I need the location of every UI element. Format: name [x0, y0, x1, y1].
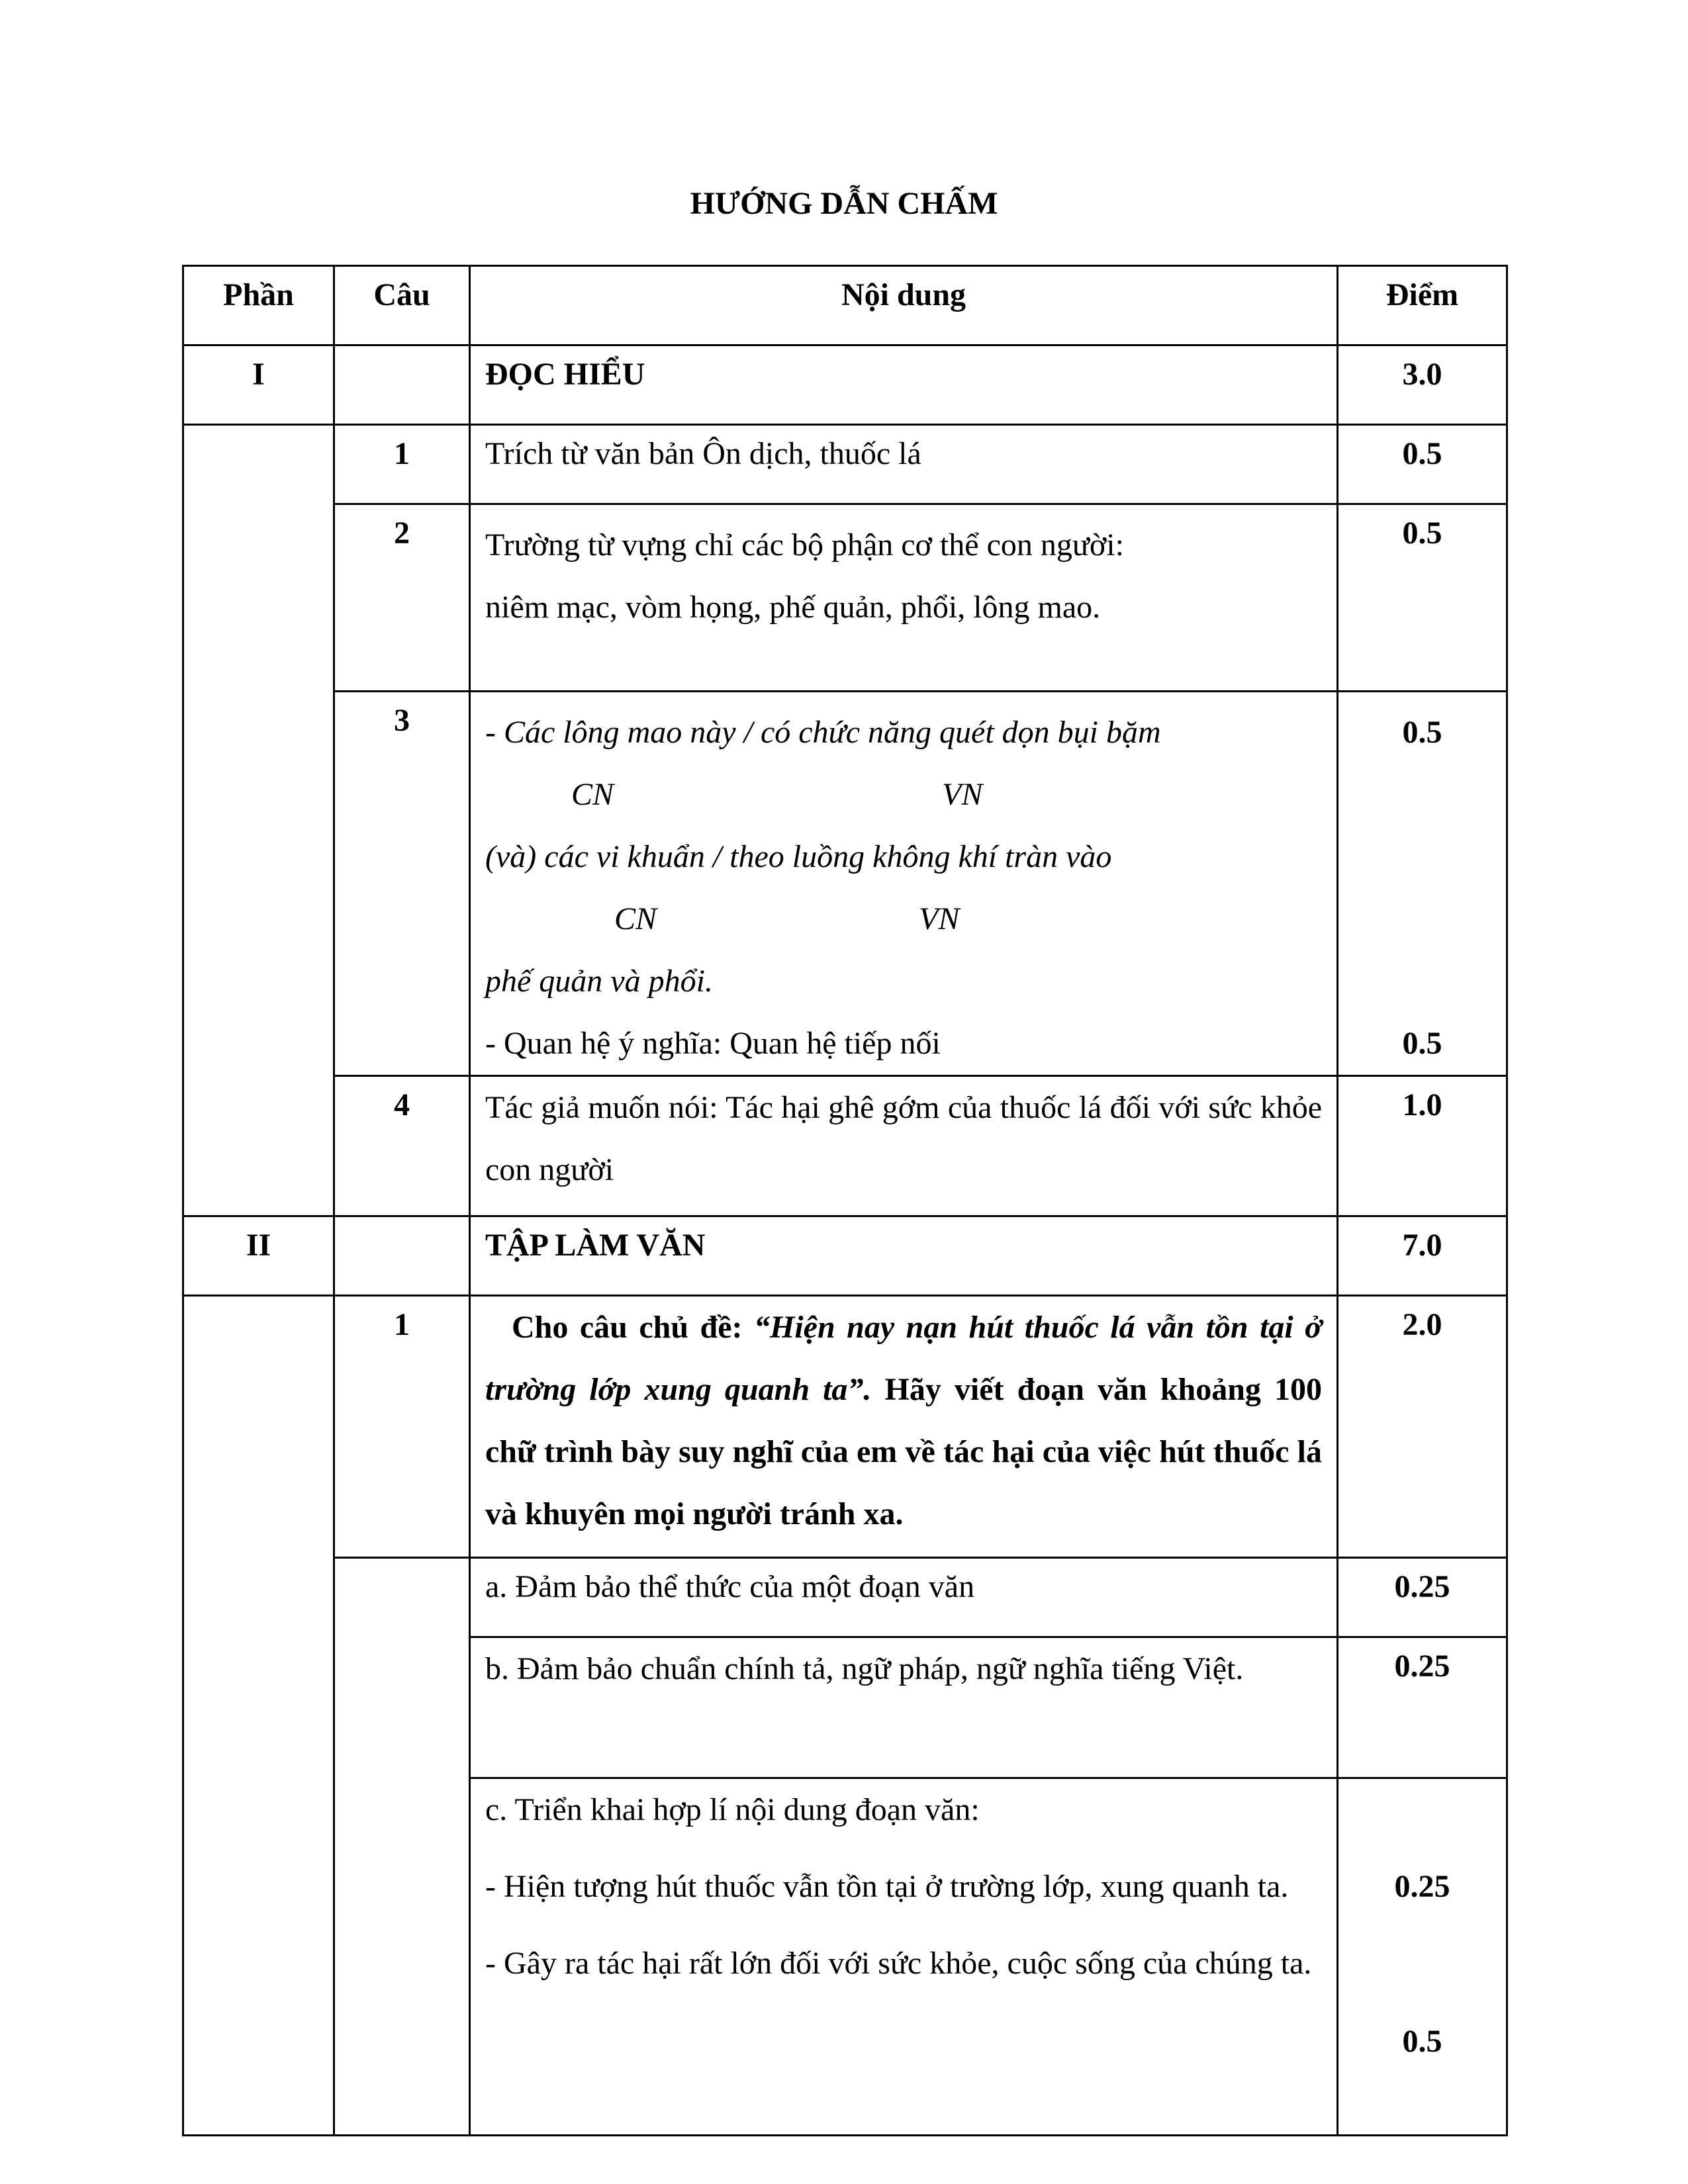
- answer-score: 0.5: [1402, 1026, 1442, 1061]
- question-number: 2: [394, 516, 410, 551]
- page-title: HƯỚNG DẪN CHẤM: [690, 186, 998, 221]
- table-row: [183, 1558, 1507, 1637]
- prompt-topic-sentence: “Hiện nay nạn hút thuốc lá vẫn tồn tại ở trường lớp xung quanh ta”.: [485, 1310, 1322, 1407]
- header-content: Nội dung: [841, 277, 966, 312]
- answer-text: Trích từ văn bản Ôn dịch, thuốc lá: [485, 436, 921, 471]
- answer-text: Tác giả muốn nói: Tác hại ghê gớm của thuốc lá đối với sức khỏe con người: [485, 1090, 1322, 1187]
- criterion-score: 0.25: [1394, 1649, 1450, 1684]
- section-score: 3.0: [1402, 357, 1442, 392]
- predicate-label: VN: [919, 901, 960, 936]
- table-row: [183, 692, 1507, 1076]
- sentence-analysis-line: (và) các vi khuẩn / theo luồng không khí tràn vào: [485, 839, 1112, 874]
- criterion-score: 0.25: [1394, 1869, 1450, 1904]
- criterion-text: b. Đảm bảo chuẩn chính tả, ngữ pháp, ngữ nghĩa tiếng Việt.: [485, 1651, 1244, 1686]
- criterion-score: 0.5: [1402, 2024, 1442, 2059]
- header-question: Câu: [373, 277, 430, 312]
- answer-score: 1.0: [1402, 1087, 1442, 1122]
- sentence-analysis-line: phế quản và phổi.: [485, 964, 713, 999]
- section-row-writing: [183, 1216, 1507, 1296]
- answer-score: 0.5: [1402, 516, 1442, 551]
- answer-score: 0.5: [1402, 436, 1442, 471]
- section-title: ĐỌC HIỂU: [485, 357, 645, 392]
- table-row: [183, 425, 1507, 504]
- prompt-prefix: Cho câu chủ đề:: [512, 1310, 754, 1345]
- sentence-analysis-line: - Các lông mao này / có chức năng quét dọn bụi bặm: [485, 715, 1161, 750]
- question-number: 4: [394, 1087, 410, 1122]
- section-score: 7.0: [1402, 1228, 1442, 1263]
- answer-score: 2.0: [1402, 1307, 1442, 1342]
- prompt-instructions: Hãy viết đoạn văn khoảng 100 chữ trình bày suy nghĩ của em về tác hại của việc hút thuốc lá và khuyên mọi người tránh xa.: [485, 1372, 1322, 1531]
- grading-table: [182, 265, 1508, 2136]
- predicate-label: VN: [942, 777, 983, 812]
- answer-line: Trường từ vựng chỉ các bộ phận cơ thể con người:: [485, 527, 1124, 563]
- criterion-text: a. Đảm bảo thể thức của một đoạn văn: [485, 1569, 975, 1604]
- table-row: [183, 1296, 1507, 1558]
- section-title: TẬP LÀM VĂN: [485, 1228, 706, 1263]
- section-row-reading: [183, 345, 1507, 425]
- criterion-heading: c. Triển khai hợp lí nội dung đoạn văn:: [485, 1792, 980, 1827]
- subject-predicate-labels: [485, 764, 1322, 826]
- question-number: 1: [394, 436, 410, 471]
- subject-label: CN: [614, 901, 657, 936]
- question-number: 3: [394, 703, 410, 738]
- header-part: Phần: [223, 277, 294, 312]
- question-number: 1: [394, 1307, 410, 1342]
- table-row: [183, 1076, 1507, 1216]
- criterion-point: - Hiện tượng hút thuốc vẫn tồn tại ở trường lớp, xung quanh ta.: [485, 1869, 1289, 1904]
- header-score: Điểm: [1385, 277, 1459, 312]
- criterion-point: - Gây ra tác hại rất lớn đối với sức khỏe, cuộc sống của chúng ta.: [485, 1946, 1312, 1981]
- answer-score: 0.5: [1402, 715, 1442, 750]
- table-header-row: [183, 266, 1507, 345]
- criterion-score: 0.25: [1394, 1569, 1450, 1604]
- relation-line: - Quan hệ ý nghĩa: Quan hệ tiếp nối: [485, 1026, 941, 1061]
- subject-predicate-labels: [485, 888, 1322, 950]
- answer-line: niêm mạc, vòm họng, phế quản, phổi, lông mao.: [485, 590, 1101, 625]
- subject-label: CN: [571, 777, 614, 812]
- section-part-number: I: [252, 357, 265, 392]
- section-part-number: II: [246, 1228, 271, 1263]
- essay-prompt: [485, 1297, 1322, 1545]
- table-row: [183, 504, 1507, 692]
